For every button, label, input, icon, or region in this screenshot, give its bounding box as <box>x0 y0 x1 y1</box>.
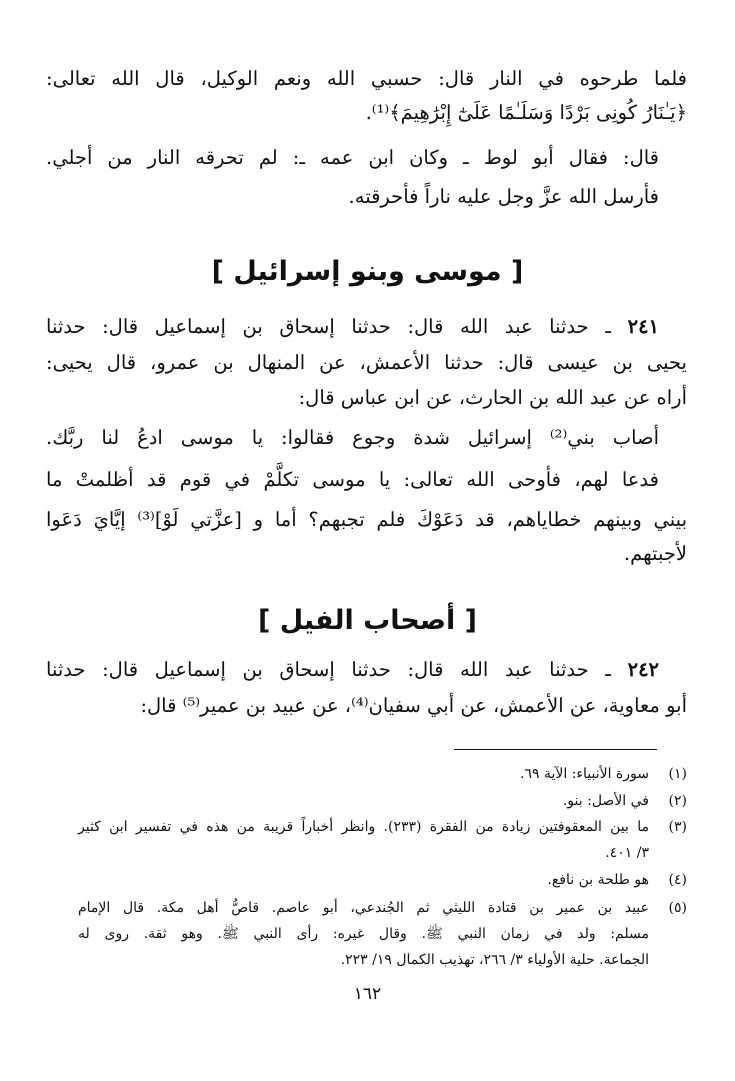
footnote-number: (٣) <box>668 819 687 835</box>
footnote-number: (٥) <box>668 900 687 916</box>
footnote-5-continuation-2: الجماعة. حلية الأولياء ٣/ ٢٦٦، تهذيب الكمال ١٩/ ٢٢٣. <box>340 952 649 968</box>
footnote-number: (٤) <box>668 872 687 888</box>
body-line-1: فلما طرحوه في النار قال: حسبي الله ونعم الوكيل، قال الله تعالى: <box>46 67 687 90</box>
quran-verse: ﴿يَـٰنَارُ كُونِى بَرْدًا وَسَلَـٰمًا عَلَىٰٓ إِبْرَٰهِيمَ﴾⁽¹⁾. <box>365 101 687 124</box>
hadith-241-isnad-start: ـ حدثنا عبد الله قال: حدثنا إسحاق بن إسماعيل قال: حدثنا <box>46 315 612 338</box>
hadith-242-line-1 <box>46 656 659 684</box>
hadith-241-line-1 <box>46 313 659 341</box>
hadith-number: ٢٤١ <box>627 315 660 338</box>
hadith-241-line-5: فدعا لهم، فأوحى الله تعالى: يا موسى تكلَّمْ في قوم قد أظلمتْ ما <box>46 468 659 491</box>
hadith-241-line-3: أراه عن عبد الله بن الحارث، عن ابن عباس قال: <box>298 386 687 409</box>
footnote-3-continuation: ٣/ ٤٠١. <box>605 845 649 861</box>
hadith-number: ٢٤٢ <box>627 658 660 681</box>
footnote-divider <box>454 749 657 750</box>
footnote-text: عبيد بن عمير بن قتادة الليثي ثم الجُندعي، أبو عاصم. قاصُّ أهل مكة. قال الإمام <box>78 900 649 916</box>
footnote-text: في الأصل: بنو. <box>562 793 649 809</box>
section-heading-moses: [ موسى وبنو إسرائيل ] <box>211 256 524 287</box>
hadith-241-line-4: أصاب بني⁽²⁾ إسرائيل شدة وجوع فقالوا: يا موسى ادعُ لنا ربَّك. <box>46 426 659 449</box>
body-line-4: فأرسل الله عزَّ وجل عليه ناراً فأحرقته. <box>348 185 659 208</box>
footnote-text: سورة الأنبياء: الآية ٦٩. <box>520 766 649 782</box>
hadith-242-line-2: أبو معاوية، عن الأعمش، عن أبي سفيان⁽⁴⁾، عن عبيد بن عمير⁽⁵⁾ قال: <box>140 694 687 717</box>
footnote-text: هو طلحة بن نافع. <box>547 872 649 888</box>
footnote-text: ما بين المعقوفتين زيادة من الفقرة (٢٣٣). وانظر أخباراً قريبة من هذه في تفسير ابن كثير <box>78 819 650 835</box>
hadith-241-line-6: بيني وبينهم خطاياهم، قد دَعَوْكَ فلم تجبهم؟ أما و [عزَّتي لَوْ]⁽³⁾ إيَّايَ دَعَوا <box>46 508 687 531</box>
body-line-3: قال: فقال أبو لوط ـ وكان ابن عمه ـ: لم تحرقه النار من أجلي. <box>46 146 659 169</box>
hadith-241-line-2: يحيى بن عيسى قال: حدثنا الأعمش، عن المنهال بن عمرو، قال يحيى: <box>46 351 687 374</box>
hadith-242-isnad-start: ـ حدثنا عبد الله قال: حدثنا إسحاق بن إسماعيل قال: حدثنا <box>46 658 612 681</box>
hadith-241-line-7: لأجبتهم. <box>623 542 687 565</box>
section-heading-elephant: [ أصحاب الفيل ] <box>258 605 477 636</box>
footnote-number: (٢) <box>668 793 687 809</box>
footnote-number: (١) <box>668 766 687 782</box>
footnote-5-continuation-1: مسلم: ولد في زمان النبي ﷺ. وقال غيره: رأى النبي ﷺ. وهو ثقة. روى له <box>78 926 649 942</box>
page-number: ١٦٢ <box>353 984 382 1004</box>
